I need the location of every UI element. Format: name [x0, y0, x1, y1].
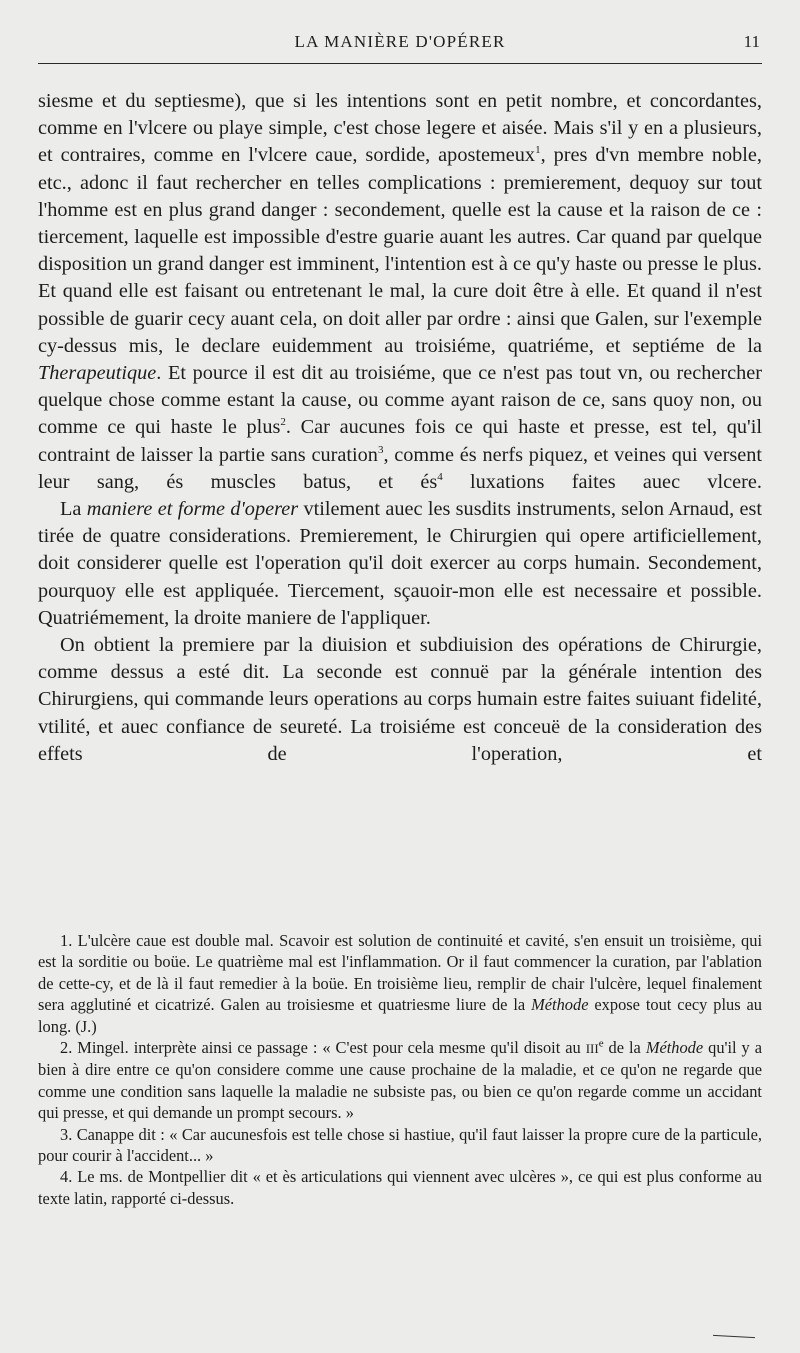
main-text — [38, 88, 762, 768]
footnote-3: 3. Canappe dit : « Car aucunesfois est telle chose si hastiue, qu'il faut laisser la propre cure de la particule, pour courir à l'accident... » — [38, 1124, 762, 1166]
footnote-2: 2. Mingel. interprète ainsi ce passage : « C'est pour cela mesme qu'il disoit au IIIe de la Méthode qu'il y a bien à dire entre ce qu'on considere comme une cause prochaine de la maladie, et ce qu'on ne regarde que comme une condition sans laquelle la maladie ne subsiste pas, ou bien ce qu'on regarde comme un accidant qui presse, et qui demande un prompt secours. » — [38, 1037, 763, 1123]
footnote-ref-3: 3 — [377, 443, 384, 456]
running-title: LA MANIÈRE D'OPÉRER — [294, 32, 506, 51]
header-rule — [38, 63, 762, 64]
paragraph-3: On obtient la premiere par la diuision et subdiuision des opérations de Chirurgie, comme dessus a esté dit. La seconde est connuë par la générale intention des Chirurgiens, qui commande leurs operations au corps humain estre faites suiuant fidelité, vtilité, et auec confiance de seureté. La troisiéme est conceuë de la consideration des effets de l'operation, et — [38, 634, 762, 765]
book-title-therapeutique: Therapeutique — [38, 362, 157, 385]
corner-mark — [713, 1335, 755, 1338]
footnote-ref-4: 4 — [437, 471, 443, 484]
paragraph-2: La maniere et forme d'operer vtilement auec les susdits instruments, selon Arnaud, est tirée de quatre considerations. Premierement, le Chirurgien qui opere artificiellement, doit considerer quelle est l'operation qu'il doit exercer au corps humain. Secondement, pourquoy elle est appliquée. Tiercement, sçauoir-mon elle est necessaire et possible. Quatriémement, la droite maniere de l'appliquer. — [38, 498, 762, 629]
footnote-1: 1. L'ulcère caue est double mal. Scavoir est solution de continuité et cavité, s'en ensuit un troisième, qui est la sorditie ou boüe. Le quatrième mal est l'inflammation. Or il faut commencer la curation, par l'ablation de cette-cy, et de là il faut remedier à la boüe. En troisième lieu, remplir de chair l'ulcère, lequel finalement sera agglutiné et cicatrizé. Galen au troisiesme et quatriesme liure de la Méthode expose tout cecy plus au long. (J.) — [38, 931, 762, 1036]
footnote-4: 4. Le ms. de Montpellier dit « et ès articulations qui viennent avec ulcères », ce qui est plus conforme au texte latin, rapporté ci-dessus. — [38, 1167, 762, 1208]
running-header — [38, 30, 762, 56]
paragraph-1: siesme et du septiesme), que si les intentions sont en petit nombre, et concordantes, comme en l'vlcere ou playe simple, c'est chose legere et aisée. Mais s'il y en a plusieurs, et contraires, comme en l'vlcere caue, sordide, apostemeux$^1$, pres d'vn membre noble, etc., adonc il faut rechercher en telles complications : premierement, dequoy sur tout l'homme est en plus grand danger : secondement, quelle est la cause et la raison de ce : tiercement, laquelle est impossible d'estre guarie auant les autres. Car quand par quelque disposition un grand danger est imminent, l'intention est à ce qu'y haste ou presse le plus. Et quand elle est faisant ou entretenant le mal, la cure doit être à elle. Et quand il n'est possible de guarir cecy auant cela, on doit aller par ordre : ainsi que Galen, sur l'exemple cy-dessus mis, le declare euidemment au troisiéme, quatriéme, et septiéme de la Therapeutique. Et pource il est dit au troisiéme, que ce n'est pas tout vn, ou rechercher quelque chose comme estant la cause, ou comme ayant raison de ce, sans quoy non, ou comme ce qui haste le plus$^2$. Car aucunes fois ce qui haste et presse, est tel, qu'il contraint de laisser la partie sans curation$^3$, comme és nerfs piquez, et veines qui versent leur sang, és muscles batus, et $és^4$ luxations faites auec vlcere. — [38, 90, 762, 493]
page-number: 11 — [743, 32, 760, 51]
italic-phrase: maniere et forme d'operer — [86, 498, 299, 521]
footnotes — [38, 930, 762, 1209]
footnote-ref-2: 2 — [280, 416, 286, 429]
footnote-ref-1: 1 — [535, 144, 541, 157]
